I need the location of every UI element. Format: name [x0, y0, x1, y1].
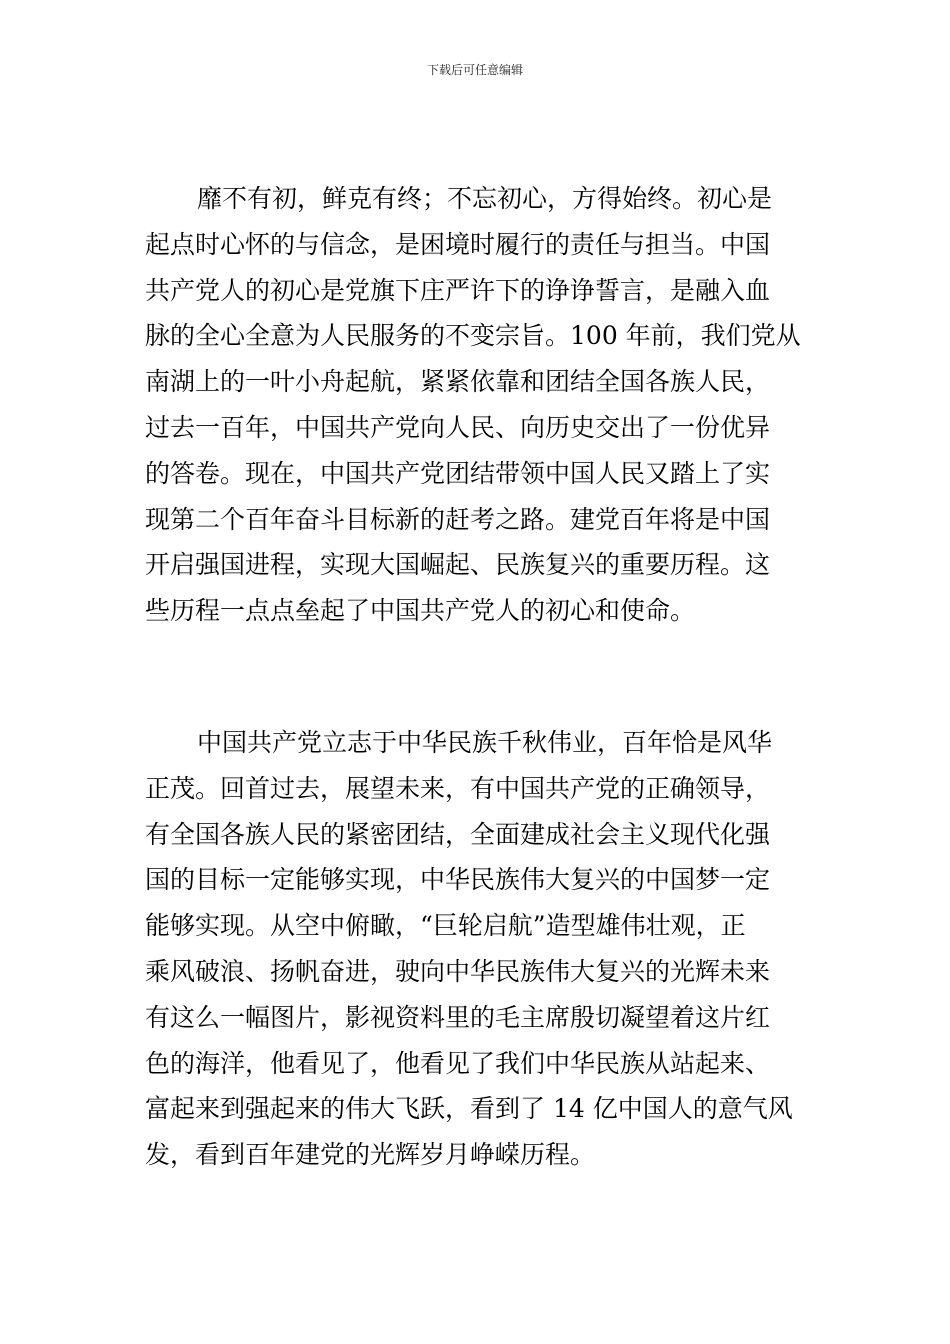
paragraph-line: 正茂。回首过去，展望未来，有中国共产党的正确领导， [145, 773, 771, 803]
paragraph-2 [145, 720, 793, 1178]
paragraph-line: 有这么一幅图片，影视资料里的毛主席殷切凝望着这片红 [145, 1002, 771, 1032]
paragraph-line: 脉的全心全意为人民服务的不变宗旨。100 年前，我们党从 [145, 321, 801, 351]
paragraph-line: 共产党人的初心是党旗下庄严许下的诤诤誓言，是融入血 [145, 275, 771, 305]
paragraph-line: 国的目标一定能够实现，中华民族伟大复兴的中国梦一定 [145, 865, 771, 895]
paragraph-line: 能够实现。从空中俯瞰，“巨轮启航”造型雄伟壮观，正 [145, 911, 746, 941]
header-note: 下载后可任意编辑 [426, 63, 523, 77]
paragraph-1 [145, 176, 801, 634]
paragraph-line: 现第二个百年奋斗目标新的赶考之路。建党百年将是中国 [145, 504, 771, 534]
paragraph-line: 些历程一点点垒起了中国共产党人的初心和使命。 [145, 596, 696, 626]
paragraph-line: 起点时心怀的与信念，是困境时履行的责任与担当。中国 [145, 229, 771, 259]
paragraph-line: 的答卷。现在，中国共产党团结带领中国人民又踏上了实 [145, 458, 771, 488]
paragraph-line: 靡不有初，鲜克有终；不忘初心，方得始终。初心是 [197, 184, 773, 213]
paragraph-line: 南湖上的一叶小舟起航，紧紧依靠和团结全国各族人民， [145, 367, 771, 397]
paragraph-line: 色的海洋，他看见了，他看见了我们中华民族从站起来、 [145, 1048, 771, 1078]
paragraph-line: 开启强国进程，实现大国崛起、民族复兴的重要历程。这 [145, 550, 771, 580]
paragraph-line: 过去一百年，中国共产党向人民、向历史交出了一份优异 [145, 412, 771, 442]
paragraph-line: 有全国各族人民的紧密团结，全面建成社会主义现代化强 [145, 819, 771, 849]
paragraph-line: 中国共产党立志于中华民族千秋伟业，百年恰是风华 [197, 728, 773, 757]
paragraph-line: 发，看到百年建党的光辉岁月峥嵘历程。 [145, 1140, 596, 1170]
paragraph-line: 乘风破浪、扬帆奋进，驶向中华民族伟大复兴的光辉未来 [145, 956, 771, 986]
paragraph-line: 富起来到强起来的伟大飞跃，看到了 14 亿中国人的意气风 [145, 1094, 793, 1124]
